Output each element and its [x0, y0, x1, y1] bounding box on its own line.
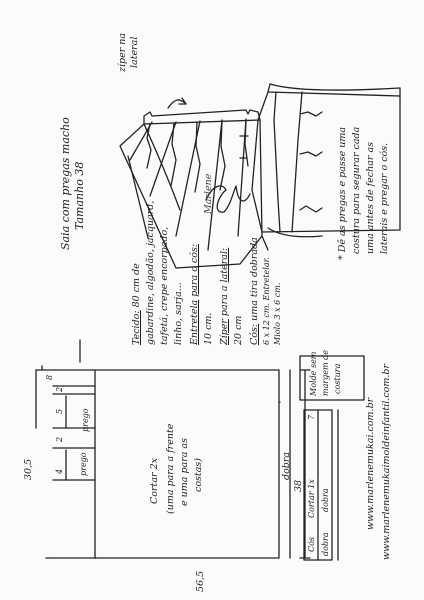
- zipper-note-line-2: lateral: [129, 36, 140, 68]
- belt-line-2: 6 x 12 cm. Entretelar.: [262, 256, 271, 345]
- belt-fold-label-small: dobra: [321, 532, 330, 556]
- zipper-label: Zíper: [219, 319, 230, 345]
- pattern-width: 30,5: [23, 458, 34, 480]
- title-line-1: Saia com pregas macho: [59, 117, 72, 250]
- tick-label-1: 4: [55, 468, 64, 474]
- belt-width: 38: [293, 479, 304, 492]
- note-line-2: margem de: [321, 349, 330, 396]
- belt-fold-label: dobra: [321, 488, 330, 512]
- cut-line-4: costas): [193, 458, 204, 492]
- cut-line-3: e uma para as: [179, 438, 190, 506]
- tick-label-5: 8: [45, 374, 54, 380]
- belt-line-1: uma tira dobrada: [249, 237, 260, 321]
- tick-label-4: 2: [55, 386, 64, 392]
- belt-cut-label: Cortar 1x: [307, 479, 316, 518]
- tick-label-3: 5: [55, 408, 64, 414]
- interfacing-line-2: 10 cm.: [203, 312, 214, 345]
- title-line-2: Tamanho 38: [73, 161, 86, 230]
- prego-label-small: prego: [81, 408, 90, 432]
- fabric-line-2: gabardine, algodão, jacquard,: [145, 200, 156, 345]
- cut-line-2: (uma para a frente: [165, 423, 176, 514]
- note-line-3: costura: [333, 363, 342, 394]
- zipper-mid: para a: [219, 285, 230, 317]
- belt-height: 7: [307, 414, 316, 420]
- fabric-line-4: linho, sarja...: [173, 282, 184, 345]
- instruction-line-4: laterais e pregar o cós.: [379, 142, 390, 254]
- url-line-1[interactable]: www.marlenemukai.com.br: [365, 397, 376, 530]
- interfacing-label: Entretela: [189, 299, 200, 345]
- instruction-line-3: uma antes de fechar as: [365, 142, 376, 254]
- belt-line-3: Miolo 3 x 6 cm.: [273, 282, 282, 345]
- fabric-line-1: 80 cm de: [131, 263, 142, 308]
- zipper-line-2: 20 cm: [233, 315, 244, 345]
- pattern-height: 56,5: [195, 570, 206, 592]
- zipper-lateral: lateral:: [219, 247, 230, 283]
- belt-cos-label: Cós: [307, 536, 316, 552]
- instruction-line-1: * Dê as pregas e passe uma: [337, 126, 348, 260]
- interfacing-rest: para o cós:: [189, 243, 200, 297]
- prego-label: prego: [79, 452, 88, 476]
- url-line-2[interactable]: www.marlenemukaimoldeinfantil.com.br: [381, 363, 392, 560]
- zipper-note-line-1: zíper na: [117, 32, 128, 72]
- instruction-line-2: costura para segurar cada: [351, 126, 362, 254]
- belt-label: Cós:: [249, 323, 260, 345]
- fabric-line-3: tafetá, crepe encorpado,: [159, 226, 170, 345]
- cut-line-1: Cortar 2x: [149, 458, 160, 504]
- fold-label: dobra: [281, 451, 292, 480]
- fabric-label: Tecido:: [131, 310, 142, 345]
- tick-label-2: 2: [55, 436, 64, 442]
- signature: Marlene: [203, 173, 214, 214]
- note-line-1: Molde sem: [309, 351, 318, 396]
